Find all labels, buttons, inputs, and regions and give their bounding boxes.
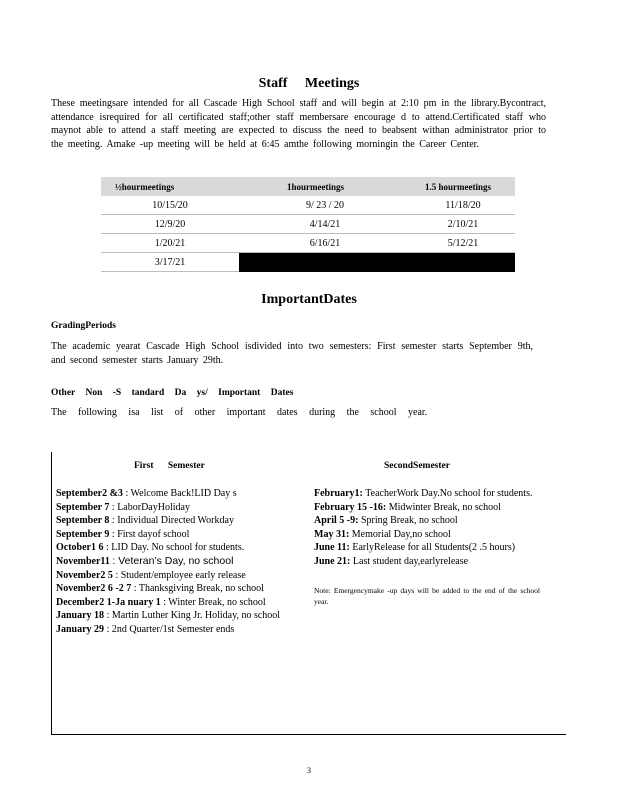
meetings-table (101, 177, 515, 272)
table-row (101, 196, 515, 215)
header-one-hour: 1hourmeetings (239, 177, 411, 196)
table-cell: 4/14/21 (239, 215, 411, 234)
table-cell: 12/9/20 (101, 215, 239, 234)
table-cell: 2/10/21 (411, 215, 515, 234)
table-row (101, 234, 515, 253)
list-item: September 8 : Individual Directed Workday (56, 515, 234, 527)
table-cell-blank (411, 253, 515, 272)
page-number: 3 (307, 766, 311, 775)
table-cell: 6/16/21 (239, 234, 411, 253)
second-semester-heading: SecondSemester (384, 461, 450, 471)
makeup-days-note: Note: Emergencymake -up days will be added to the end of the school year. (314, 585, 540, 606)
grading-periods-heading: GradingPeriods (51, 321, 116, 331)
list-item: November2 6 -2 7 : Thanksgiving Break, no school (56, 583, 264, 595)
list-item: February1: TeacherWork Day.No school for students. (314, 488, 533, 499)
list-item: January 18 : Martin Luther King Jr. Holiday, no school (56, 610, 281, 622)
list-item: April 5 -9: Spring Break, no school (314, 515, 458, 527)
staff-meetings-paragraph: These meetingsare intended for all Cascade High School staff and will begin at 2:10 pm in the library.Bycontract, attendance isrequired for all certificated staff;other staff membersare encourage d to attend.Certificated staff who maynot able to attend a staff meeting are expected to discuss the need to beabsent withan administrator prior to the meeting. Amake -up meeting will be held at 6:45 amthe following morningin the Career Center. (51, 98, 546, 150)
grading-periods-text: The academic yearat Cascade High School isdivided into two semesters: First semester starts September 9th, and second semester starts January 29th. (51, 341, 533, 366)
second-semester-list (314, 487, 540, 607)
first-semester-heading: First Semester (134, 461, 205, 471)
table-cell-blank (239, 253, 411, 272)
list-item: September 9 : First dayof school (56, 528, 190, 540)
table-row (101, 215, 515, 234)
list-item: September2 &3 : Welcome Back!LID Day s (56, 488, 237, 499)
list-item: June 11: EarlyRelease for all Students(2 .5 hours) (314, 542, 516, 554)
table-cell: 5/12/21 (411, 234, 515, 253)
list-item: January 29 : 2nd Quarter/1st Semester ends (56, 623, 235, 635)
list-item: November2 5 : Student/employee early release (56, 569, 246, 581)
list-item: May 31: Memorial Day,no school (314, 528, 451, 540)
important-dates-title: ImportantDates (261, 292, 357, 307)
table-cell: 10/15/20 (101, 196, 239, 215)
list-item: February 15 -16: Midwinter Break, no school (314, 501, 501, 513)
header-one-half-hour: 1.5 hourmeetings (411, 177, 515, 196)
table-cell: 1/20/21 (101, 234, 239, 253)
list-item: September 7 : LaborDayHoliday (56, 501, 190, 513)
other-dates-heading: Other Non -S tandard Da ys/ Important Dates (51, 388, 294, 398)
meetings-table-header (101, 177, 515, 196)
list-item: June 21: Last student day,earlyrelease (314, 555, 469, 567)
table-row (101, 253, 515, 272)
list-item: November11 : Veteran’s Day, no school (56, 554, 234, 567)
other-dates-text: The following isa list of other important dates during the school year. (51, 407, 428, 418)
staff-meetings-title: Staff Meetings (258, 76, 360, 91)
table-cell: 9/ 23 / 20 (239, 196, 411, 215)
list-item: December2 1-Ja nuary 1 : Winter Break, no school (56, 596, 266, 608)
list-item: October1 6 : LID Day. No school for students. (56, 542, 245, 554)
table-cell: 11/18/20 (411, 196, 515, 215)
table-cell: 3/17/21 (101, 253, 239, 272)
first-semester-list (56, 487, 300, 637)
header-half-hour: ½hourmeetings (101, 177, 239, 196)
